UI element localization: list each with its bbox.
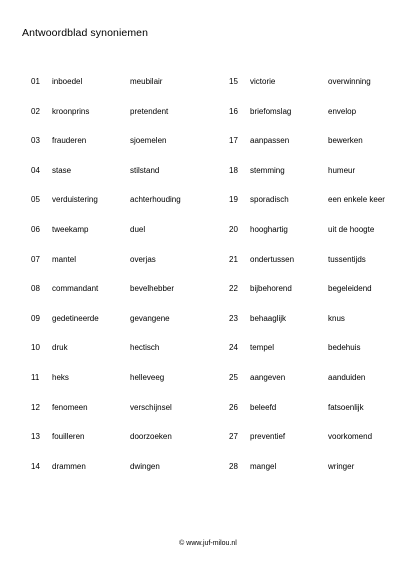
source-word: beleefd — [250, 402, 277, 412]
source-word: stemming — [250, 165, 285, 175]
source-word: aangeven — [250, 372, 286, 382]
source-word: gedetineerde — [52, 313, 99, 323]
synonym-word: uit de hoogte — [328, 224, 375, 234]
item-number: 26 — [229, 402, 238, 412]
synonym-word: voorkomend — [328, 432, 373, 442]
synonym-word: tussentijds — [328, 254, 366, 264]
source-word: druk — [52, 343, 68, 353]
item-number: 24 — [229, 343, 238, 353]
source-word: aanpassen — [250, 136, 290, 146]
synonym-word: verschijnsel — [130, 402, 172, 412]
item-number: 20 — [229, 224, 238, 234]
item-number: 05 — [31, 195, 40, 205]
footer-copyright: © www.juf-milou.nl — [179, 540, 237, 547]
synonym-word: knus — [328, 313, 345, 323]
item-number: 19 — [229, 195, 238, 205]
source-word: commandant — [52, 284, 99, 294]
item-number: 22 — [229, 284, 238, 294]
source-word: verduistering — [52, 195, 98, 205]
item-number: 13 — [31, 432, 40, 442]
source-word: frauderen — [52, 136, 87, 146]
synonym-word: hectisch — [130, 343, 160, 353]
source-word: kroonprins — [52, 106, 90, 116]
source-word: inboedel — [52, 77, 83, 86]
source-word: hooghartig — [250, 224, 288, 234]
source-word: stase — [52, 165, 72, 175]
item-number: 07 — [31, 254, 40, 264]
synonym-word: dwingen — [130, 461, 160, 471]
synonym-word: bewerken — [328, 136, 363, 146]
synonym-word: overwinning — [328, 77, 371, 86]
synonym-word: helleveeg — [130, 372, 165, 382]
source-word: mangel — [250, 461, 277, 471]
source-word: fenomeen — [52, 402, 88, 412]
synonym-word: doorzoeken — [130, 432, 172, 442]
item-number: 25 — [229, 372, 238, 382]
synonym-word: begeleidend — [328, 284, 372, 294]
source-word: briefomslag — [250, 106, 292, 116]
synonym-word: fatsoenlijk — [328, 402, 364, 412]
item-number: 14 — [31, 461, 40, 471]
item-number: 11 — [31, 372, 40, 382]
synonym-word: bevelhebber — [130, 284, 175, 294]
synonym-word: stilstand — [130, 165, 160, 175]
synonym-word: gevangene — [130, 313, 170, 323]
synonym-word: overjas — [130, 254, 156, 264]
item-number: 17 — [229, 136, 238, 146]
item-number: 27 — [229, 432, 238, 442]
synonym-word: bedehuis — [328, 343, 361, 353]
item-number: 02 — [31, 106, 40, 116]
item-number: 04 — [31, 165, 40, 175]
synonym-word: meubilair — [130, 77, 163, 86]
synonym-word: humeur — [328, 165, 356, 175]
page-title: Antwoordblad synoniemen — [22, 27, 149, 39]
synonym-word: een enkele keer — [328, 195, 385, 205]
source-word: ondertussen — [250, 254, 295, 264]
source-word: tweekamp — [52, 224, 89, 234]
source-word: heks — [52, 372, 69, 382]
item-number: 28 — [229, 461, 238, 471]
source-word: drammen — [52, 461, 86, 471]
item-number: 10 — [31, 343, 40, 353]
synonym-word: envelop — [328, 106, 357, 116]
synonym-word: pretendent — [130, 106, 169, 116]
item-number: 16 — [229, 106, 238, 116]
source-word: sporadisch — [250, 195, 289, 205]
item-number: 09 — [31, 313, 40, 323]
item-number: 18 — [229, 165, 238, 175]
source-word: bijbehorend — [250, 284, 292, 294]
item-number: 03 — [31, 136, 40, 146]
synonym-word: achterhouding — [130, 195, 181, 205]
source-word: tempel — [250, 343, 275, 353]
source-word: fouilleren — [52, 432, 85, 442]
synonym-word: wringer — [328, 461, 355, 471]
item-number: 21 — [229, 254, 238, 264]
item-number: 15 — [229, 77, 238, 86]
item-number: 01 — [31, 77, 40, 86]
item-number: 06 — [31, 224, 40, 234]
source-word: mantel — [52, 254, 77, 264]
synonym-word: duel — [130, 224, 146, 234]
item-number: 12 — [31, 402, 40, 412]
item-number: 23 — [229, 313, 238, 323]
item-number: 08 — [31, 284, 40, 294]
synonym-word: aanduiden — [328, 372, 366, 382]
source-word: behaaglijk — [250, 313, 287, 323]
source-word: preventief — [250, 432, 286, 442]
source-word: victorie — [250, 77, 276, 86]
synonym-word: sjoemelen — [130, 136, 167, 146]
